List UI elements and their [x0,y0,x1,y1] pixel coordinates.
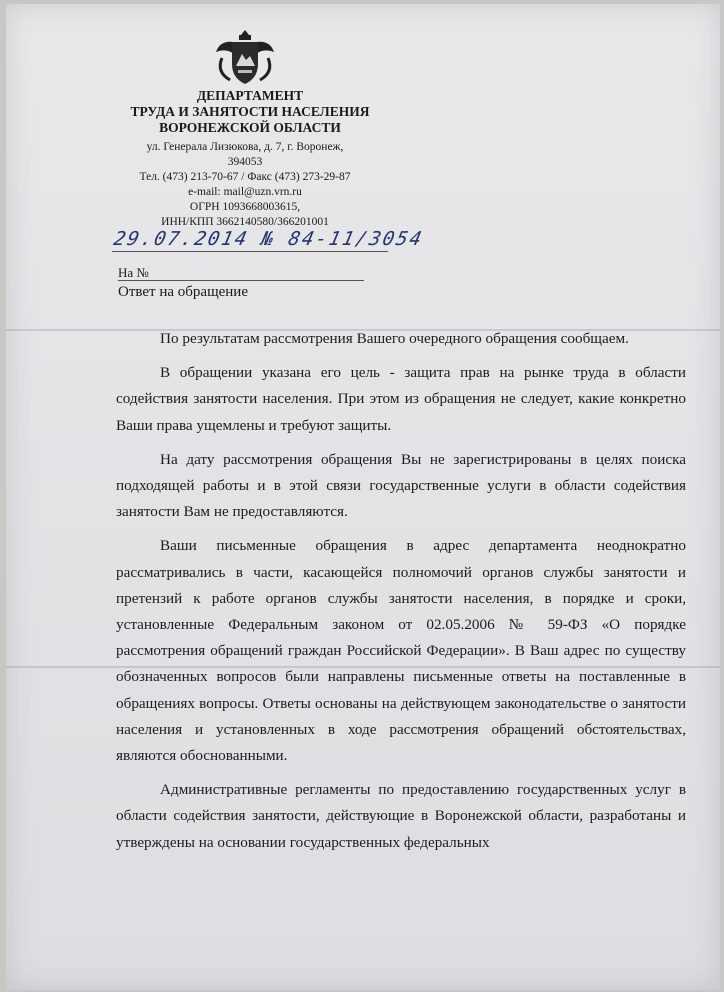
body-paragraph: В обращении указана его цель - защита прав на рынке труда в области содействия занятости населения. При этом из обращения не следует, какие конкретно Ваши права ущемлены и требуют защиты. [116,364,686,434]
body-paragraph: Административные регламенты по предоставлению государственных услуг в области содействия занятости, действующие в Воронежской области, разработаны и утверждены на основании государственных федеральных [116,781,686,851]
body-paragraph: На дату рассмотрения обращения Вы не зарегистрированы в целях поиска подходящей работы и в этой связи государственные услуги в области содействия занятости Вам не предоставляются. [116,450,686,521]
department-line: ТРУДА И ЗАНЯТОСТИ НАСЕЛЕНИЯ [130,104,370,119]
reply-to-underline [118,280,364,281]
voronezh-coat-of-arms-icon [212,28,278,88]
date-number-underline [112,251,388,252]
department-line: ВОРОНЕЖСКОЙ ОБЛАСТИ [159,120,341,135]
body-paragraph: По результатам рассмотрения Вашего очередного обращения сообщаем. [160,330,629,347]
ogrn: ОГРН 1093668003615, [189,201,301,213]
letter-subject: Ответ на обращение [118,284,248,300]
postal-code: 394053 [227,156,263,168]
letter-body [116,326,686,864]
address-line: ул. Генерала Лизюкова, д. 7, г. Воронеж, [146,141,344,153]
phone-fax: Тел. (473) 213-70-67 / Факс (473) 273-29-87 [139,171,351,183]
department-contacts [110,140,380,230]
department-name [100,88,400,136]
inn-kpp: ИНН/КПП 3662140580/366201001 [161,216,329,228]
reply-to-label: На № [118,265,149,280]
body-paragraph: Ваши письменные обращения в адрес департамента неоднократно рассматривались в части, касающейся полномочий органов службы занятости и претензий к работе органов службы занятости населения, в порядке и сроки, установленные Федеральным законом от 02.05.2006 № 59-ФЗ «О порядке рассмотрения обращений граждан Российской Федерации». В Ваш адрес по существу обозначенных вопросов были направлены письменные ответы на поставленные в обращениях вопросы. Ответы основаны на действующем законодательстве о занятости населения и установленных в ходе рассмотрения обращений обстоятельствах, являются обоснованными. [116,537,686,765]
email: e-mail: mail@uzn.vrn.ru [188,186,302,198]
department-line: ДЕПАРТАМЕНТ [196,88,304,103]
handwritten-date-number: 29.07.2014 № 84-11/3054 [111,228,426,250]
